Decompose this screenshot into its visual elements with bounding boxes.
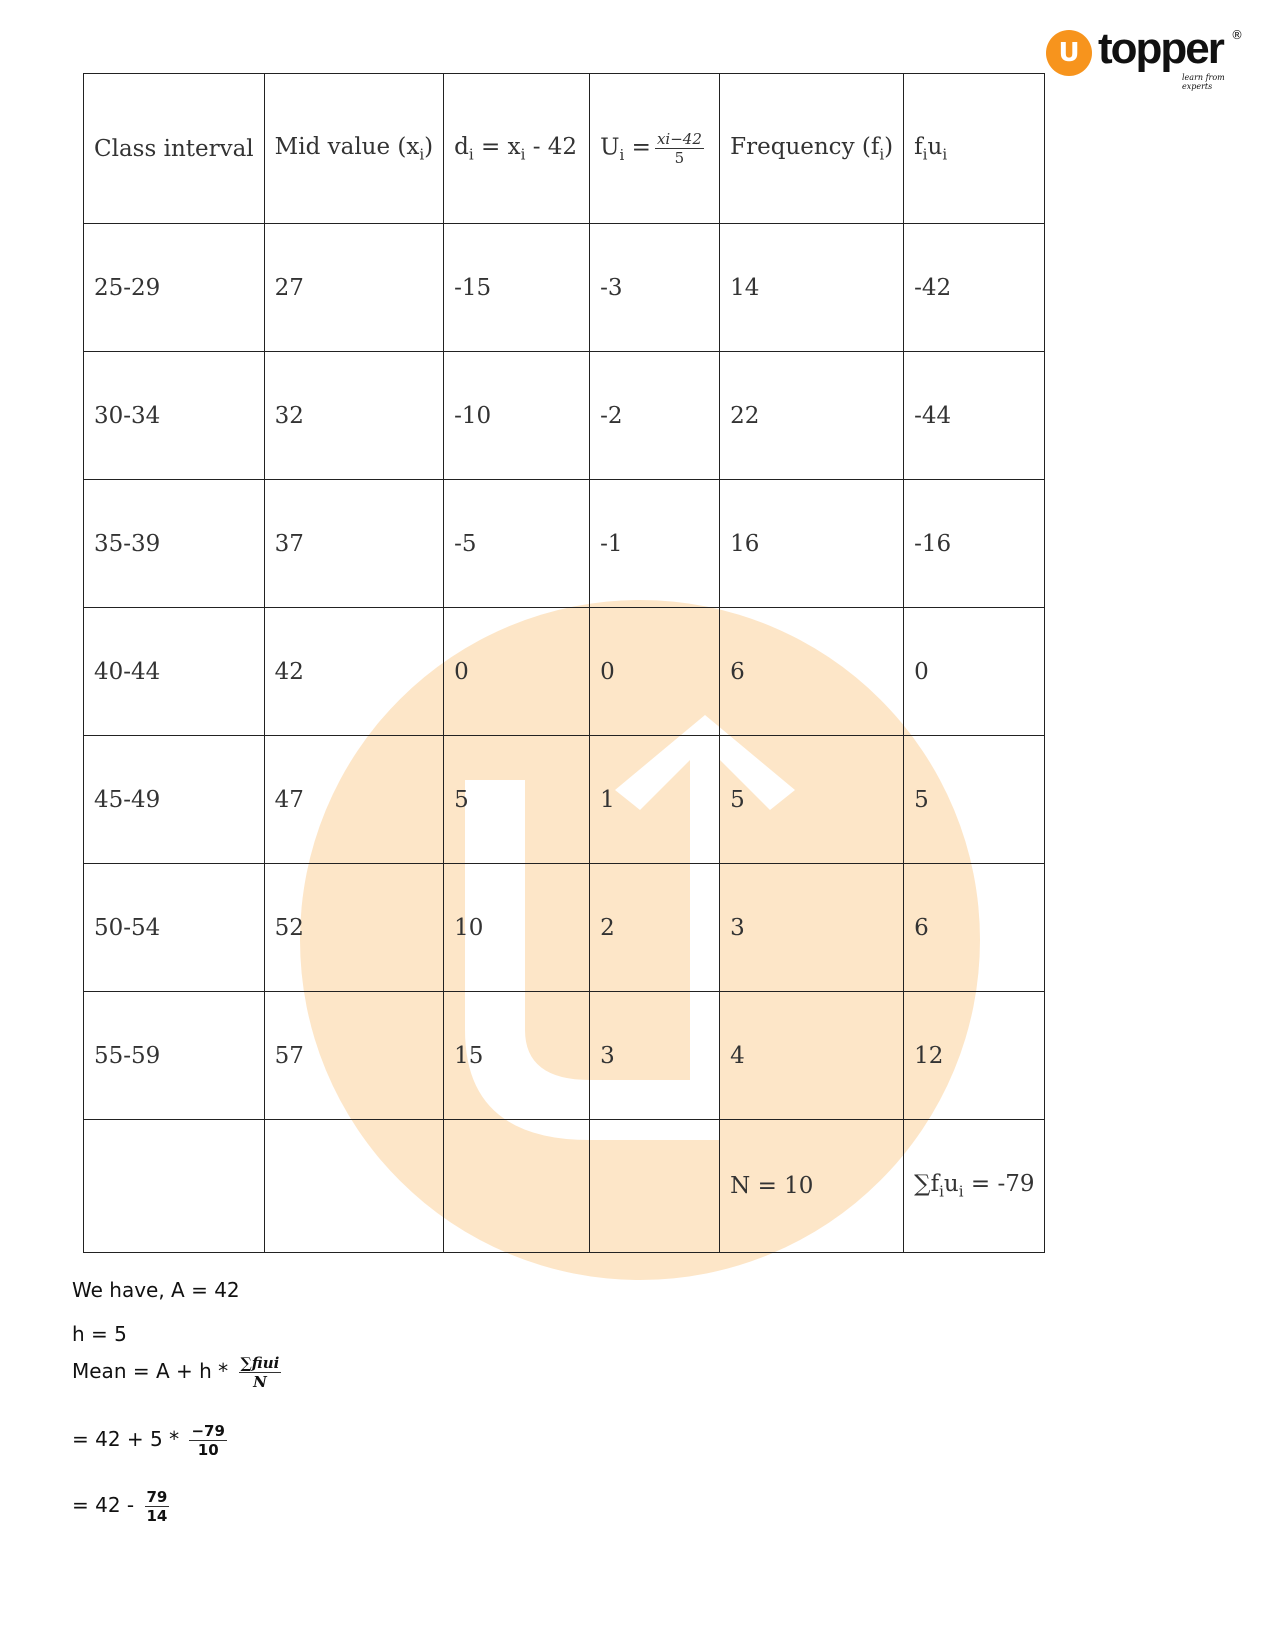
- header-mid-value: Mid value $(x_i)$: [264, 74, 443, 224]
- frequency-table: [83, 73, 1045, 1253]
- u-arrow-logo-icon: U: [1046, 30, 1092, 76]
- table-cell: 3: [590, 992, 720, 1120]
- header-frequency: Frequency $(f_i)$: [720, 74, 904, 224]
- work-line-2: h = 5: [72, 1322, 127, 1346]
- table-cell: -2: [590, 352, 720, 480]
- table-cell: 5: [904, 736, 1045, 864]
- table-cell: 57: [264, 992, 443, 1120]
- work-line-3: Mean = A + h * $\frac{\text{∑fiui}}{N}$: [72, 1354, 280, 1391]
- table-cell: -10: [444, 352, 590, 480]
- table-row: [84, 224, 1045, 352]
- table-cell: 32: [264, 352, 443, 480]
- table-cell: [264, 1120, 443, 1253]
- table-cell: -16: [904, 480, 1045, 608]
- table-cell: 42: [264, 608, 443, 736]
- table-cell: 50-54: [84, 864, 265, 992]
- table-cell: [590, 1120, 720, 1253]
- table-cell: -15: [444, 224, 590, 352]
- table-cell: 12: [904, 992, 1045, 1120]
- table-row: [84, 864, 1045, 992]
- step-deviation-fraction: $\frac{xi-42}{5}$: [656, 130, 702, 167]
- table-cell: 10: [444, 864, 590, 992]
- table-cell: 52: [264, 864, 443, 992]
- brand-name: topper: [1098, 24, 1223, 73]
- table-cell: -1: [590, 480, 720, 608]
- table-cell: -3: [590, 224, 720, 352]
- table-cell: 0: [590, 608, 720, 736]
- table-cell: [84, 1120, 265, 1253]
- table-cell: 5: [444, 736, 590, 864]
- table-cell: 0: [444, 608, 590, 736]
- table-cell: [444, 1120, 590, 1253]
- table-cell: 16: [720, 480, 904, 608]
- table-cell: -42: [904, 224, 1045, 352]
- table-cell: 6: [720, 608, 904, 736]
- table-cell: 3: [720, 864, 904, 992]
- table-cell: 14: [720, 224, 904, 352]
- total-frequency: N = 10: [720, 1120, 904, 1253]
- table-row: [84, 736, 1045, 864]
- sum-fiui: $\sum f_iu_i = -79$: [904, 1120, 1045, 1253]
- table-cell: 37: [264, 480, 443, 608]
- registered-mark-icon: ®: [1231, 28, 1243, 42]
- table-cell: 35-39: [84, 480, 265, 608]
- table-cell: 55-59: [84, 992, 265, 1120]
- table-cell: 15: [444, 992, 590, 1120]
- table-row: [84, 608, 1045, 736]
- table-cell: 30-34: [84, 352, 265, 480]
- table-header-row: [84, 74, 1045, 224]
- header-fiui: $f_iu_i$: [904, 74, 1045, 224]
- table-row: [84, 992, 1045, 1120]
- table-row: [84, 480, 1045, 608]
- table-cell: 6: [904, 864, 1045, 992]
- work-line-5: = 42 - $\frac{79}{14}$: [72, 1488, 168, 1525]
- mean-formula-fraction: $\frac{\text{∑fiui}}{N}$: [240, 1354, 280, 1391]
- table-cell: 45-49: [84, 736, 265, 864]
- table-cell: 27: [264, 224, 443, 352]
- table-cell: 0: [904, 608, 1045, 736]
- header-step-deviation: $U_i$ = $\frac{xi-42}{5}$: [590, 74, 720, 224]
- table-cell: 22: [720, 352, 904, 480]
- table-cell: -5: [444, 480, 590, 608]
- table-cell: 1: [590, 736, 720, 864]
- topper-logo: [1046, 24, 1246, 91]
- table-footer-row: [84, 1120, 1045, 1253]
- table-cell: -44: [904, 352, 1045, 480]
- table-cell: 47: [264, 736, 443, 864]
- work-line-4: = 42 + 5 * $\frac{-79}{10}$: [72, 1422, 225, 1459]
- table-cell: 5: [720, 736, 904, 864]
- table-row: [84, 352, 1045, 480]
- work-line-1: We have, A = 42: [72, 1278, 240, 1302]
- table-cell: 40-44: [84, 608, 265, 736]
- header-deviation: $d_i = x_i - 42$: [444, 74, 590, 224]
- table-cell: 4: [720, 992, 904, 1120]
- substitution-fraction: $\frac{-79}{10}$: [191, 1422, 225, 1459]
- table-cell: 2: [590, 864, 720, 992]
- result-fraction: $\frac{79}{14}$: [146, 1488, 168, 1525]
- brand-tagline: learn from experts: [1182, 73, 1225, 91]
- table-cell: 25-29: [84, 224, 265, 352]
- header-class-interval: Class interval: [84, 74, 265, 224]
